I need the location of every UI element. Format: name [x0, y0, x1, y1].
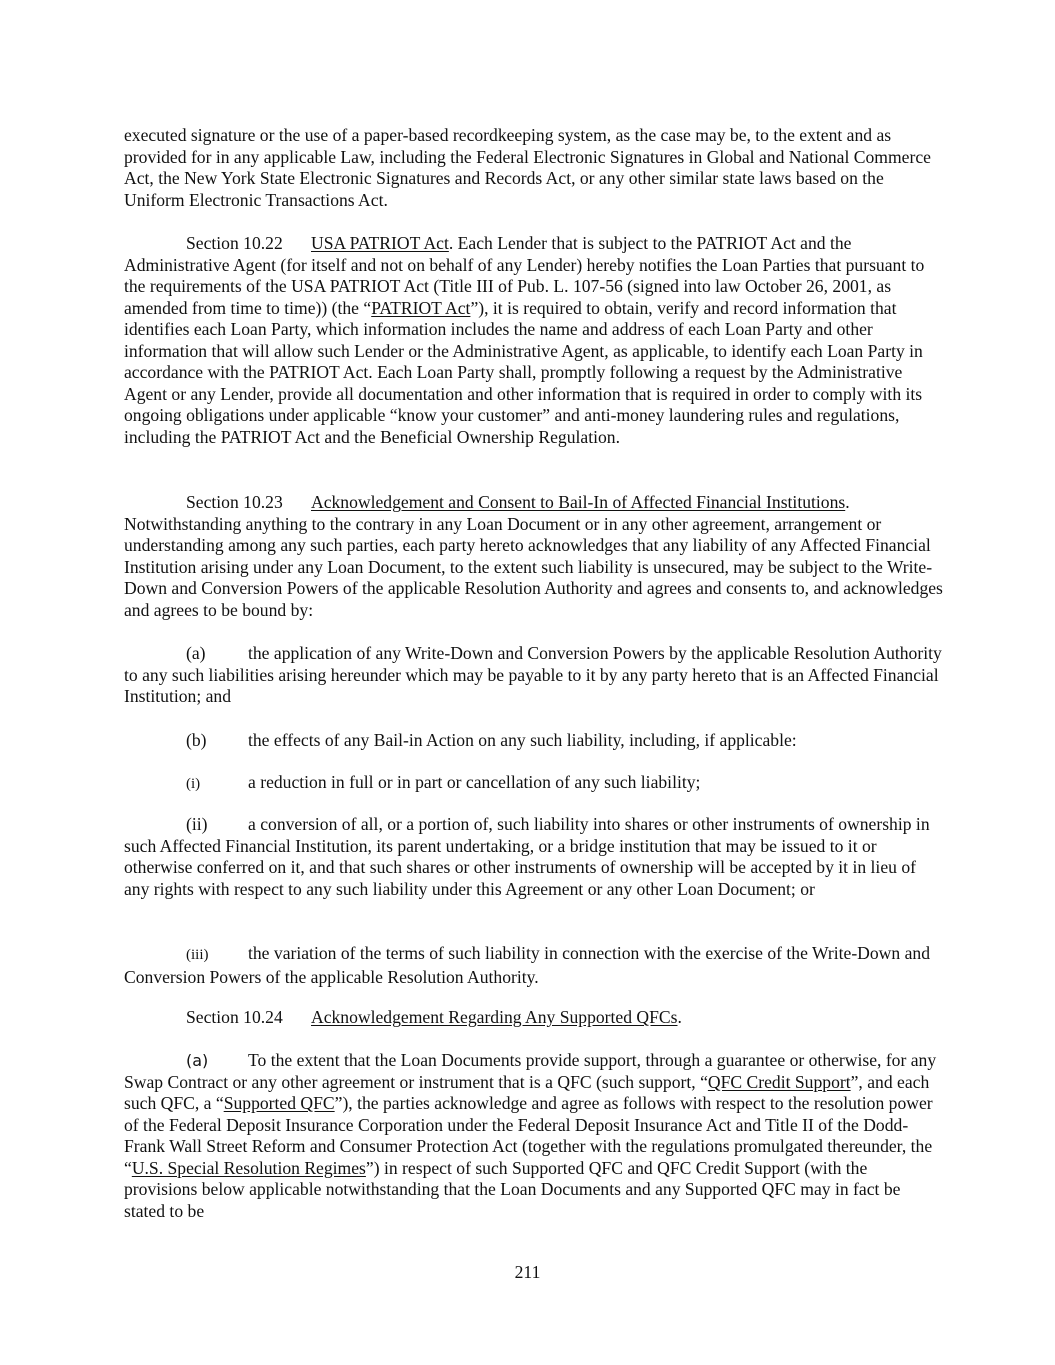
- clause-ii: [124, 814, 944, 900]
- clause-label: (b): [186, 730, 207, 750]
- clause-text: ”), the parties acknowledge and agree as follows with respect to the resolution power of the Federal Deposit Insurance Corporation under the Federal Deposit Insurance Act and Title II of the Dodd-Frank Wall Street Reform and Consumer Protection Act (together with the regulations promulgated thereunder, the “: [124, 1093, 933, 1178]
- clause-text: ”) in respect of such Supported QFC and QFC Credit Support (with the provisions below applicable notwithstanding that the Loan Documents and any Supported QFC may in fact be stated to be: [124, 1157, 901, 1221]
- section-number: Section 10.24: [186, 1007, 283, 1027]
- clause-text: To the extent that the Loan Documents provide support, through a guarantee or otherwise, for any Swap Contract or any other agreement or instrument that is a QFC (such support, “: [124, 1050, 937, 1092]
- section-title: Acknowledgement Regarding Any Supported QFCs: [311, 1007, 678, 1027]
- clause-text: ”, and each such QFC, a “: [124, 1071, 930, 1113]
- clause-label: (i): [186, 776, 201, 792]
- defined-term: U.S. Special Resolution Regimes: [131, 1157, 366, 1178]
- clause-i: [124, 772, 944, 796]
- page-number: 211: [514, 1262, 541, 1282]
- section-text: . Notwithstanding anything to the contrary in any Loan Document or in any other agreement, arrangement or understanding among any such parties, each party hereto acknowledges that any liability of any Affected Financial Institution arising under any Loan Document, to the extent such liability is unsecured, may be subject to the Write-Down and Conversion Powers of the applicable Resolution Authority and agrees and consents to, and acknowledges and agrees to be bound by:: [124, 492, 943, 620]
- clause-text: a reduction in full or in part or cancellation of any such liability;: [248, 772, 701, 792]
- clause-text: the application of any Write-Down and Conversion Powers by the applicable Resolution Authority to any such liabilities arising hereunder which may be payable to it by any party hereto that is an Affected Financial Institution; and: [124, 643, 942, 706]
- clause-text: the variation of the terms of such liability in connection with the exercise of the Write-Down and Conversion Powers of the applicable Resolution Authority.: [124, 943, 930, 987]
- section-text: .: [677, 1007, 682, 1027]
- section-text: ”), it is required to obtain, verify and record information that identifies each Loan Party, which information includes the name and address of each Loan Party and other information that will allow such Lender or the Administrative Agent, as applicable, to identify each Loan Party in accordance with the PATRIOT Act. Each Loan Party shall, promptly following a request by the Administrative Agent or any Lender, provide all documentation and other information that is required in order to comply with its ongoing obligations under applicable “know your customer” and anti-money laundering rules and regulations, including the PATRIOT Act and the Beneficial Ownership Regulation.: [124, 297, 923, 447]
- section-10-22: [124, 233, 944, 448]
- clause-text: the effects of any Bail-in Action on any such liability, including, if applicable:: [248, 730, 797, 750]
- section-10-23: [124, 492, 944, 621]
- section-title: Acknowledgement and Consent to Bail-In of Affected Financial Institutions: [311, 492, 846, 512]
- clause-a-qfc: [124, 1050, 944, 1222]
- clause-label: (a): [186, 643, 206, 663]
- clause-label: (ii): [186, 814, 208, 834]
- clause-b: [124, 730, 944, 752]
- paragraph-continuation: executed signature or the use of a paper-based recordkeeping system, as the case may be, to the extent and as provided for in any applicable Law, including the Federal Electronic Signatures in Global and National Commerce Act, the New York State Electronic Signatures and Records Act, or any other similar state laws based on the Uniform Electronic Transactions Act.: [124, 125, 931, 210]
- clause-text: a conversion of all, or a portion of, such liability into shares or other instruments of ownership in such Affected Financial Institution, its parent undertaking, or a bridge institution that may be issued to it or otherwise conferred on it, and that such shares or other instruments of ownership will be accepted by it in lieu of any rights with respect to any such liability under this Agreement or any other Loan Document; or: [124, 814, 930, 899]
- defined-term: Supported QFC: [223, 1093, 335, 1113]
- section-title: USA PATRIOT Act: [311, 233, 449, 253]
- section-number: Section 10.22: [186, 233, 283, 253]
- clause-label: (iii): [186, 947, 209, 963]
- section-10-24: [124, 1007, 944, 1029]
- defined-term: QFC Credit Support: [707, 1071, 851, 1092]
- clause-iii: [124, 943, 944, 988]
- clause-a: [124, 643, 944, 708]
- defined-term: PATRIOT Act: [371, 297, 471, 318]
- section-text: . Each Lender that is subject to the PATRIOT Act and the Administrative Agent (for itself and not on behalf of any Lender) hereby notifies the Loan Parties that pursuant to the requirements of the USA PATRIOT Act (Title III of Pub. L. 107-56 (signed into law October 26, 2001, as amended from time to time)) (the “: [124, 233, 925, 318]
- clause-label: (a): [186, 1051, 209, 1070]
- section-number: Section 10.23: [186, 492, 283, 512]
